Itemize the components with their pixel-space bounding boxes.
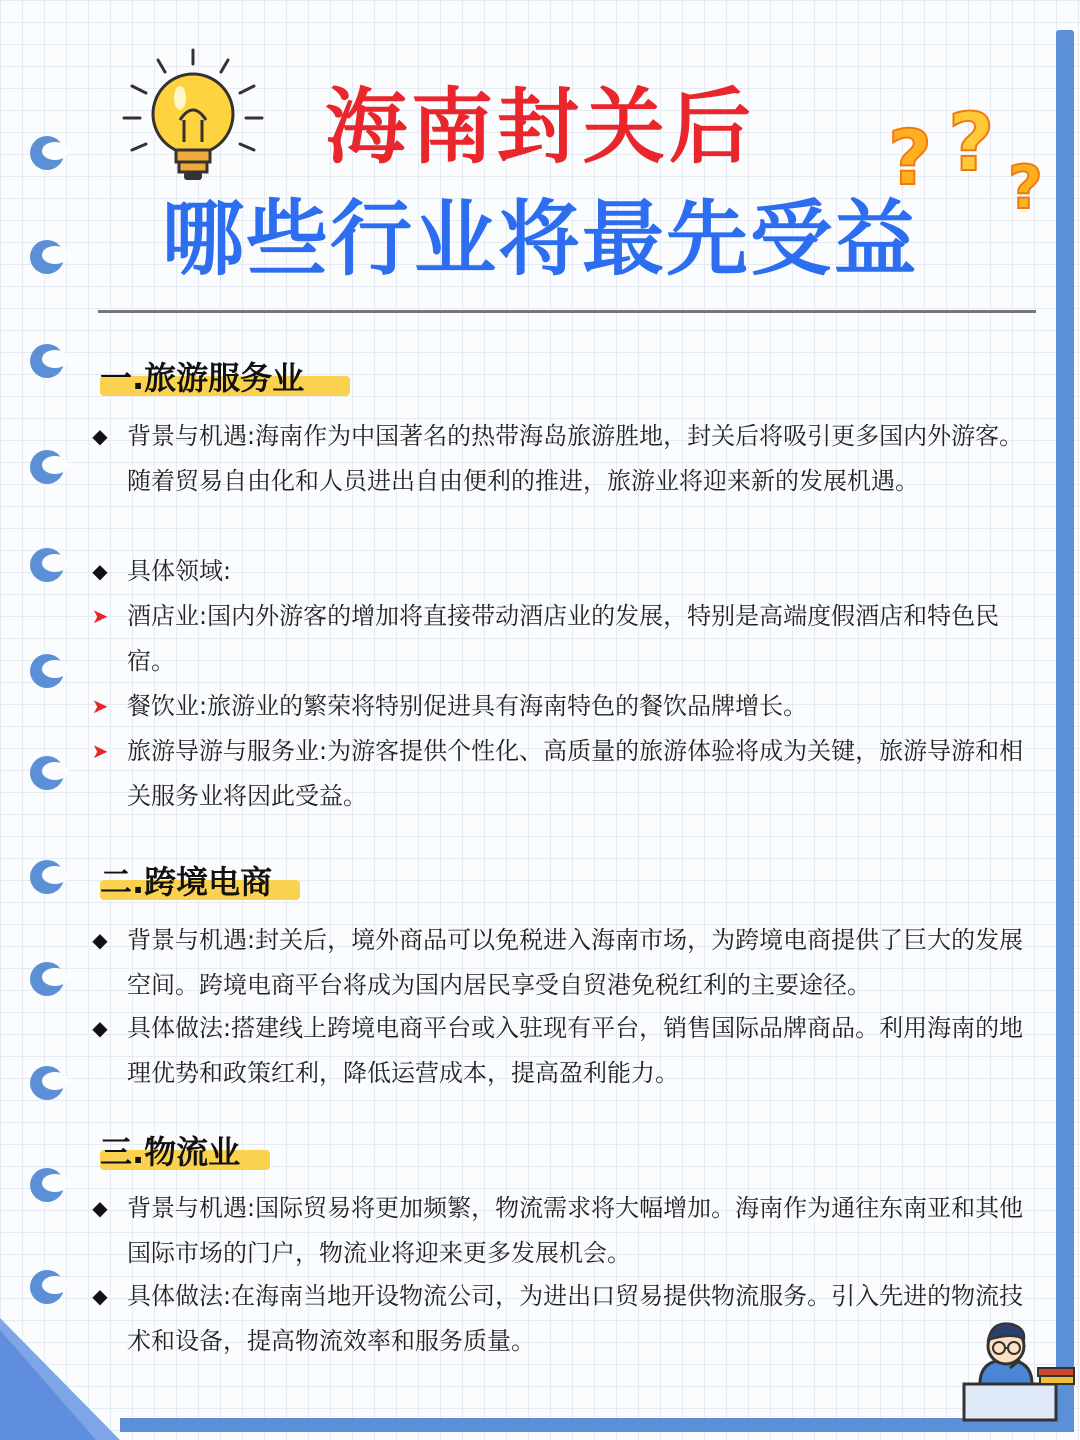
binder-ring	[30, 548, 64, 582]
list-item: ◆ 背景与机遇:国际贸易将更加频繁，物流需求将大幅增加。海南作为通往东南亚和其他国际市场的门户，物流业将迎来更多发展机会。	[88, 1186, 1028, 1276]
list-item: ◆ 具体做法:在海南当地开设物流公司，为进出口贸易提供物流服务。引入先进的物流技术和设备，提高物流效率和服务质量。	[88, 1274, 1028, 1364]
list-item: ➤ 旅游导游与服务业:为游客提供个性化、高质量的旅游体验将成为关键，旅游导游和相关服务业将因此受益。	[88, 729, 1028, 819]
list-item: ◆ 具体领域:	[88, 549, 1028, 594]
binder-ring	[30, 1270, 64, 1304]
diamond-bullet-icon: ◆	[92, 928, 108, 952]
page-title-line2: 哪些行业将最先受益	[161, 192, 918, 287]
section-heading-tourism: 一.旅游服务业	[100, 356, 304, 400]
frame-bottom-edge	[120, 1418, 1074, 1432]
diamond-bullet-icon: ◆	[92, 559, 108, 583]
page-title-line1: 海南封关后	[324, 80, 755, 175]
diamond-bullet-icon: ◆	[92, 424, 108, 448]
diamond-bullet-icon: ◆	[92, 1016, 108, 1040]
diamond-bullet-icon: ◆	[92, 1284, 108, 1308]
binder-ring	[30, 654, 64, 688]
binder-ring	[30, 962, 64, 996]
svg-text:?: ?	[948, 100, 995, 189]
list-item: ➤ 酒店业:国内外游客的增加将直接带动酒店业的发展，特别是高端度假酒店和特色民宿。	[88, 594, 1028, 684]
section-heading-ecommerce: 二.跨境电商	[100, 860, 272, 904]
binder-ring	[30, 344, 64, 378]
section-heading-logistics: 三.物流业	[100, 1130, 240, 1174]
list-item: ◆ 背景与机遇:封关后，境外商品可以免税进入海南市场，为跨境电商提供了巨大的发展空间。跨境电商平台将成为国内居民享受自贸港免税红利的主要途径。	[88, 918, 1028, 1008]
arrow-bullet-icon: ➤	[91, 739, 109, 763]
arrow-bullet-icon: ➤	[91, 604, 109, 628]
list-item: ◆ 背景与机遇:海南作为中国著名的热带海岛旅游胜地，封关后将吸引更多国内外游客。随着贸易自由化和人员进出自由便利的推进，旅游业将迎来新的发展机遇。	[88, 414, 1028, 504]
diamond-bullet-icon: ◆	[92, 1196, 108, 1220]
svg-text:?: ?	[1008, 153, 1043, 220]
svg-text:?: ?	[888, 113, 933, 202]
title-divider	[98, 310, 1036, 313]
binder-ring	[30, 756, 64, 790]
list-item: ◆ 具体做法:搭建线上跨境电商平台或入驻现有平台，销售国际品牌商品。利用海南的地理优势和政策红利，降低运营成本，提高盈利能力。	[88, 1006, 1028, 1096]
thinking-person-icon	[958, 1318, 1078, 1424]
binder-ring	[30, 1168, 64, 1202]
binder-ring	[30, 450, 64, 484]
binder-ring	[30, 1066, 64, 1100]
binder-ring	[30, 860, 64, 894]
arrow-bullet-icon: ➤	[91, 694, 109, 718]
corner-decoration-inner	[0, 1330, 96, 1440]
list-item: ➤ 餐饮业:旅游业的繁荣将特别促进具有海南特色的餐饮品牌增长。	[88, 684, 1028, 729]
